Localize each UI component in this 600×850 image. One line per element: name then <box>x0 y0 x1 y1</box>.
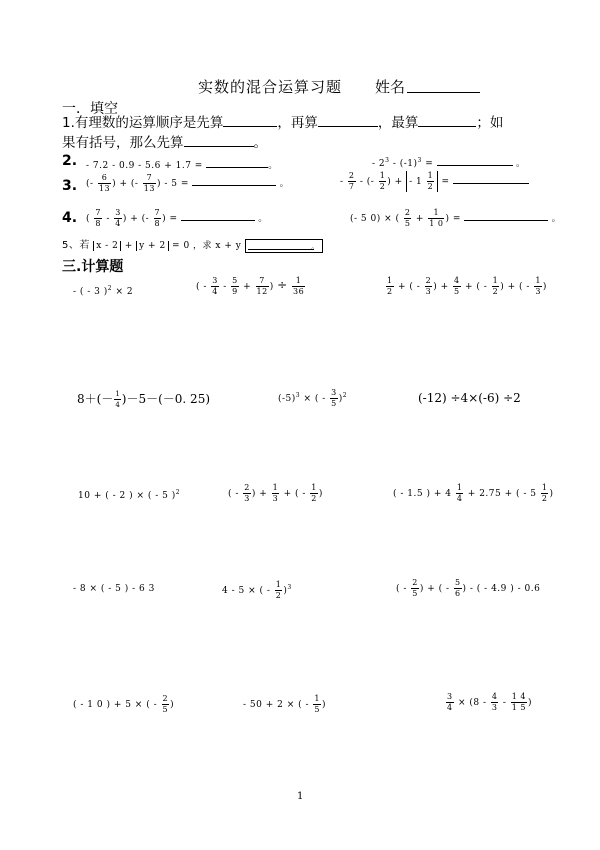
question-1-line-1: 1.有理数的运算顺序是先算 ，再算 ，最算 ；如 <box>62 115 504 131</box>
name-label: 姓名 <box>375 78 406 96</box>
problem-7: 10 + ( - 2 ) × ( - 5 )$^2$ <box>78 489 181 501</box>
question-2-number: 2. <box>62 153 78 169</box>
question-2-left: - 7.2 - 0.9 - 5.6 + 1.7 = 。 <box>86 157 278 171</box>
question-4-right: (- 5 0) × ( $\frac{2}{5}$ + $\frac{1}{1 0}$ ) = 。 <box>350 208 562 228</box>
section-calculation-heading: 三.计算题 <box>62 259 124 275</box>
question-3-right: - $\frac{2}{7}$ - (- $\frac{1}{2}$ ) + - 1 $\frac{1}{2}$ = <box>340 171 529 192</box>
problem-3: $\frac{1}{2}$ + ( - $\frac{2}{3}$ ) + $\frac{4}{5}$ + ( - $\frac{1}{2}$ ) + ( - $\frac{1}{3}$ ) <box>387 276 547 296</box>
question-4-left: ( $\frac{7}{8}$ - $\frac{3}{4}$ ) + (- $\frac{7}{8}$ ) = 。 <box>86 208 268 228</box>
problem-13: ( - 1 0 ) + 5 × ( - $\frac{2}{5}$ ) <box>73 694 175 714</box>
blank-1a[interactable] <box>223 116 277 127</box>
problem-5: $(-5)^3$ × ( - $\frac{3}{5}$ )$^2$ <box>278 388 348 408</box>
problem-9: ( - 1.5 ) + 4 $\frac{1}{4}$ + 2.75 + ( - 5 $\frac{1}{2}$ ) <box>393 483 554 503</box>
problem-8: ( - $\frac{2}{3}$ ) + $\frac{1}{3}$ + ( - $\frac{1}{2}$ ) <box>228 483 323 503</box>
question-2-right: - $2^3 - (-1)^3$ = 。 <box>372 157 526 169</box>
question-5-answer-box[interactable]: 。 <box>245 239 323 253</box>
problem-15: $\frac{3}{4}$ × (8 - $\frac{4}{3}$ - $\frac{1 4}{1 5}$ ) <box>447 692 532 712</box>
problem-4: 8＋(－ $\frac{1}{4}$ )－5－(－0. 25) <box>77 390 211 409</box>
problem-1: - ( - 3 )$^2$ × 2 <box>73 285 134 297</box>
question-3-number: 3. <box>62 178 78 194</box>
section-fill-blank-heading: 一．填空 <box>62 101 118 117</box>
problem-6: (-12) ÷4×(-6) ÷2 <box>418 391 521 405</box>
problem-14: - 50 + 2 × ( - $\frac{1}{5}$ ) <box>243 694 327 714</box>
page-title: 实数的混合运算习题 <box>198 78 343 96</box>
question-1-line-2: 果有括号，那么先算 。 <box>62 135 267 151</box>
question-3-left: (- $\frac{6}{13}$ ) + (- $\frac{7}{13}$ ) - 5 = 。 <box>86 173 290 193</box>
blank-1d[interactable] <box>184 136 254 147</box>
problem-11: 4 - 5 × ( - $\frac{1}{2}$ )$^3$ <box>222 580 292 600</box>
name-blank[interactable] <box>407 92 480 93</box>
problem-2: ( - $\frac{3}{4}$ - $\frac{5}{9}$ + $\frac{7}{12}$ ) ÷ $\frac{1}{36}$ <box>196 276 305 296</box>
page-number: 1 <box>297 791 304 802</box>
problem-12: ( - $\frac{2}{5}$ ) + ( - $\frac{5}{6}$ ) - ( - 4.9 ) - 0.6 <box>396 578 541 598</box>
question-5: 5、若 x - 2 + y + 2 = 0 ，求 x + y 。 <box>62 236 323 253</box>
problem-10: - 8 × ( - 5 ) - 6 3 <box>73 584 155 594</box>
blank-1b[interactable] <box>318 116 378 127</box>
question-4-number: 4. <box>62 210 78 226</box>
blank-1c[interactable] <box>418 116 476 127</box>
